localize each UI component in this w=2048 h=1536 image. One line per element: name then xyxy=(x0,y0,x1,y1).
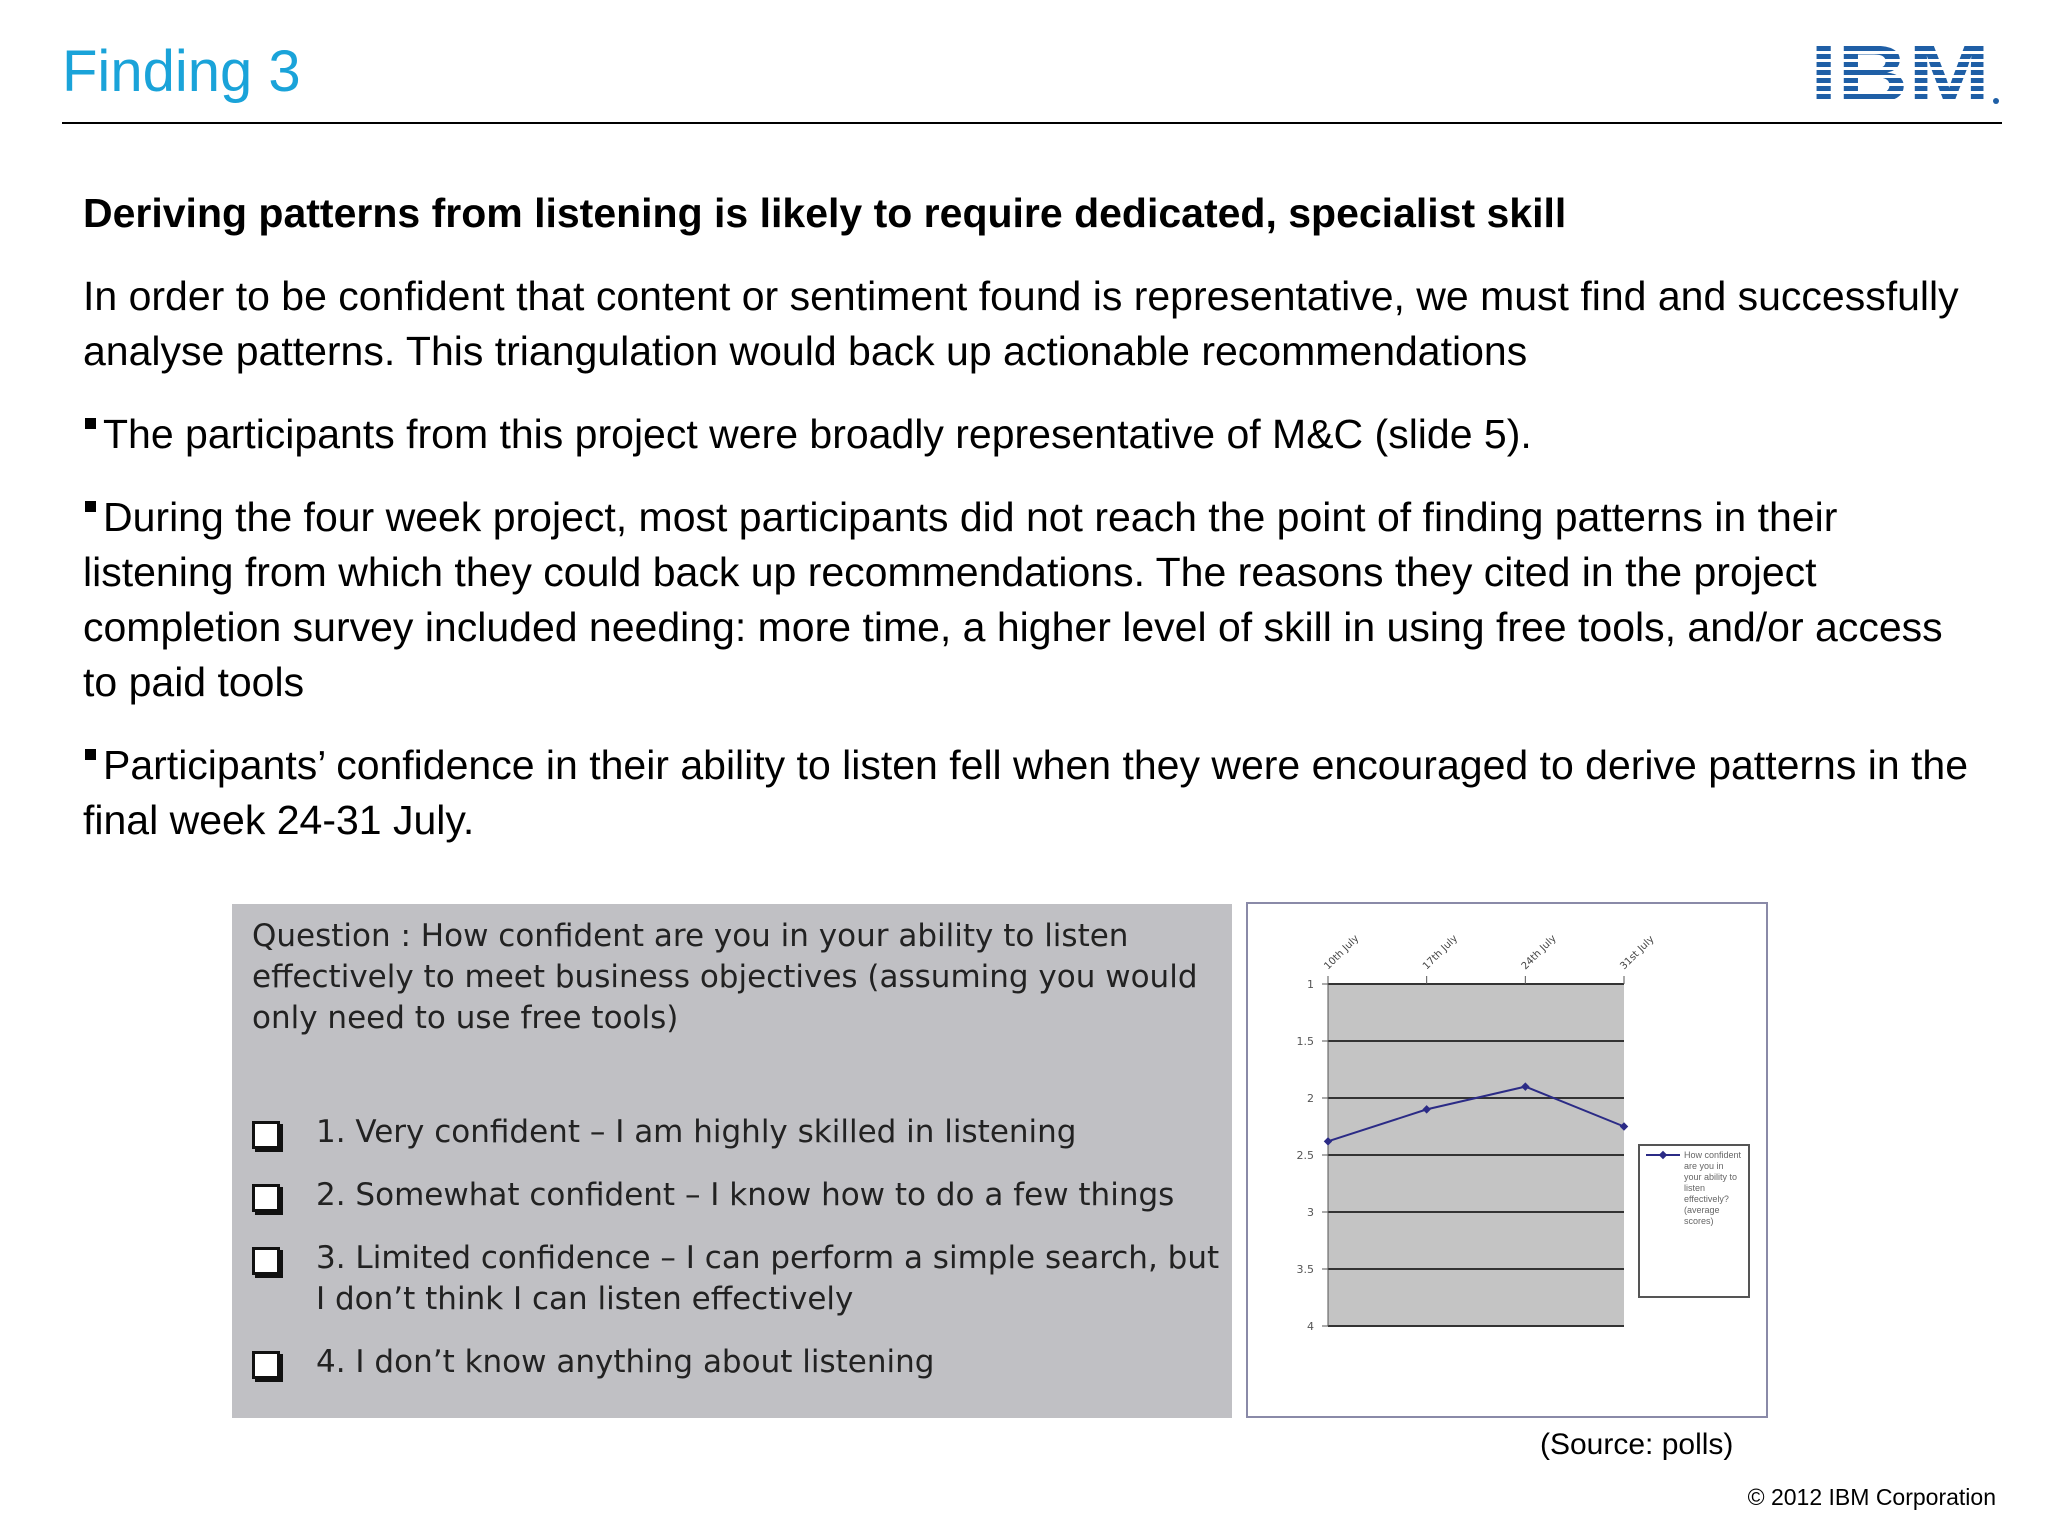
bullet-text: During the four week project, most participants did not reach the point of finding patterns in their listening from which they could back up recommendations. The reasons they cited in the project completion survey included needing: more time, a higher level of skill in using free tools, and/or access to paid tools xyxy=(83,494,1943,705)
ibm-logo xyxy=(1810,38,2000,108)
bullet-item xyxy=(83,490,1983,710)
y-tick-label: 2 xyxy=(1307,1092,1314,1105)
poll-question: Question : How confident are you in your ability to listen effectively to meet business objectives (assuming you would only need to use free tools) xyxy=(252,918,1198,1036)
poll-option xyxy=(252,1238,1222,1320)
x-tick-label: 31st July xyxy=(1618,933,1657,973)
legend-label: How confident are you in your ability to listen effectively? (average scores) xyxy=(1684,1150,1742,1226)
checkbox-icon xyxy=(252,1184,280,1212)
poll-option-label: 1. Very confident – I am highly skilled in listening xyxy=(316,1114,1077,1150)
checkbox-icon xyxy=(252,1351,280,1379)
chart-legend xyxy=(1638,1144,1750,1298)
poll-option xyxy=(252,1342,1222,1383)
poll-option-label: 2. Somewhat confident – I know how to do a few things xyxy=(316,1177,1175,1213)
poll-option-label: 4. I don’t know anything about listening xyxy=(316,1344,935,1380)
y-tick-label: 3 xyxy=(1307,1206,1314,1219)
y-tick-label: 1 xyxy=(1307,978,1314,991)
y-tick-label: 2.5 xyxy=(1296,1149,1314,1162)
copyright: © 2012 IBM Corporation xyxy=(1747,1484,1996,1510)
poll-option xyxy=(252,1175,1222,1216)
slide-body xyxy=(83,186,1983,876)
poll-option-label: 3. Limited confidence – I can perform a simple search, but I don’t think I can listen effectively xyxy=(316,1240,1220,1317)
heading: Deriving patterns from listening is likely to require dedicated, specialist skill xyxy=(83,190,1567,236)
bullet-text: The participants from this project were broadly representative of M&C (slide 5). xyxy=(103,411,1532,457)
checkbox-icon xyxy=(252,1121,280,1149)
y-tick-label: 1.5 xyxy=(1296,1035,1314,1048)
intro-paragraph: In order to be confident that content or sentiment found is representative, we must find and successfully analyse patterns. This triangulation would back up actionable recommendations xyxy=(83,273,1959,374)
checkbox-icon xyxy=(252,1247,280,1275)
poll-question-panel xyxy=(232,904,1232,1418)
bullet-item xyxy=(83,738,1983,848)
bullet-item xyxy=(83,407,1983,462)
x-tick-label: 24th July xyxy=(1519,933,1559,973)
x-tick-label: 10th July xyxy=(1322,933,1362,973)
confidence-line-chart xyxy=(1246,902,1768,1418)
poll-options xyxy=(252,1112,1222,1405)
source-note: (Source: polls) xyxy=(1540,1428,1734,1461)
poll-option xyxy=(252,1112,1222,1153)
y-tick-label: 3.5 xyxy=(1296,1263,1314,1276)
x-tick-label: 17th July xyxy=(1421,933,1461,973)
bullet-text: Participants’ confidence in their ability to listen fell when they were encouraged to derive patterns in the final week 24-31 July. xyxy=(83,742,1969,843)
slide-title: Finding 3 xyxy=(62,39,301,104)
title-divider xyxy=(62,122,2002,124)
legend-swatch xyxy=(1646,1154,1680,1156)
y-tick-label: 4 xyxy=(1307,1320,1314,1333)
